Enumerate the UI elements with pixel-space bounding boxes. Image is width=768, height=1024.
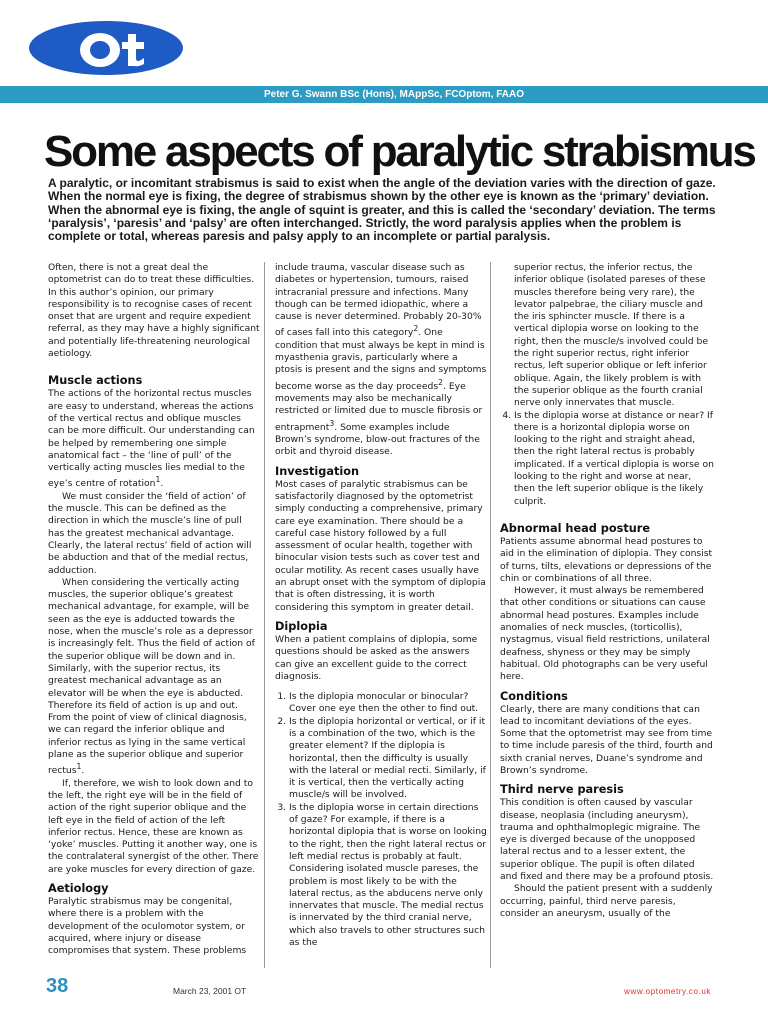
heading-third-nerve-paresis: Third nerve paresis (500, 783, 624, 797)
list-item-continuation: superior rectus, the inferior rectus, the inferior oblique (isolated pareses of these muscles therefore being very rare), the levator palpebrae, the ciliary muscle and the iris sphincter muscle. If there is a vertical diplopia worse on looking to the right, then the muscle/s involved could be the right superior rectus, right inferior rectus, left superior oblique or left inferior oblique. Again, the likely problem is with the superior oblique as the fourth cranial nerve only innervates that muscle. (514, 262, 708, 409)
paragraph: Clearly, there are many conditions that can lead to incomitant deviations of the eyes. Some that the optometrist may see from time to time include paresis of the third, fourth and sixth cranial nerves, Duane’s syndrome and Brown’s syndrome. (500, 703, 713, 776)
paragraph: Patients assume abnormal head postures to aid in the elimination of diplopia. They consist of turns, tilts, elevations or depressions of the chin or combinations of all three. (500, 535, 713, 584)
column-divider (264, 262, 265, 968)
reference-marker: 1 (155, 475, 161, 485)
heading-investigation: Investigation (275, 464, 360, 478)
ot-logo (28, 20, 184, 76)
heading-conditions: Conditions (500, 689, 568, 703)
issue-date: March 23, 2001 OT (173, 986, 247, 996)
reference-marker: 2 (413, 324, 419, 334)
paragraph: We must consider the ‘field of action’ of the muscle. This can be defined as the direction in which the muscle’s line of pull has the greatest mechanical advantage. Clearly, the lateral rectus’ field of action will be abduction and that of the medial rectus, adduction. (48, 490, 252, 576)
reference-marker: 3 (329, 418, 335, 428)
paragraph: Should the patient present with a suddenly occurring, painful, third nerve paresis, consider an aneurysm, usually of the (500, 883, 713, 919)
paragraph: If, therefore, we wish to look down and to the left, the right eye will be in the field of action of the right superior oblique and the left eye in the field of action of the left inferior rectus. Hence, these are known as ‘yoke’ muscles. Putting it another way, one is the contralateral synergist of the other. There are yoke muscles for every direction of gaze. (48, 777, 259, 875)
paragraph: However, it must always be remembered that other conditions or situations can cause abnormal head postures. Examples include anomalies of neck muscles, (torticollis), nystagmus, visual field restrictions, unilateral deafness, shyness or they may be simply habitual. Old photographs can be very useful here. (500, 585, 710, 683)
heading-diplopia: Diplopia (275, 619, 328, 633)
page-number: 38 (46, 975, 69, 997)
article-title: Some aspects of paralytic strabismus (44, 127, 755, 176)
paragraph: When considering the vertically acting muscles, the superior oblique’s greatest mechanical advantage, for example, will be seen as the eye is adducted towards the nose, when the muscle’s role as a depressor is increasingly felt. Thus the field of action of the superior oblique will be down and in. Similarly, with the superior rectus, its greatest mechanical advantage as an elevator will be when the eye is abducted. Therefore its field of action is up and out. From the point of view of clinical diagnosis, we can regard the inferior oblique and inferior rectus as lying in the same vertical plane as the superior oblique and superior rectus$^1$. (48, 576, 255, 777)
paragraph: Most cases of paralytic strabismus can be satisfactorily diagnosed by the optometrist simply conducting a comprehensive, primary care eye examination. There should be a careful case history followed by a full assessment of ocular health, together with binocular vision tests such as cover test and ocular motility. As recent cases usually have an abrupt onset with the symptom of diplopia that is often distressing, it is worth considering this symptom in greater detail. (275, 478, 486, 613)
column-3 (500, 262, 714, 972)
paragraph: include trauma, vascular disease such as diabetes or hypertension, tumours, raised intracranial pressure and infections. Many though can be termed idiopathic, where a cause is never determined. Probably 20-30% of cases fall into this category$^2$. One condition that must always be kept in mind is myasthenia gravis, particularly where a ptosis is present and the signs and symptoms become worse as the day proceeds$^2$. Eye movements may also be mechanically restricted or limited due to muscle fibrosis or entrapment$^3$. Some examples include Brown’s syndrome, blow-out fractures of the orbit and thyroid disease. (275, 262, 487, 458)
column-divider (490, 262, 491, 968)
article-standfirst: A paralytic, or incomitant strabismus is said to exist when the angle of the deviation varies with the direction of gaze. When the normal eye is fixing, the degree of strabismus shown by the other eye is known as the ‘primary’ deviation. When the abnormal eye is fixing, the angle of squint is greater, and this is called the ‘secondary’ deviation. The terms ‘paralysis’, ‘paresis’ and ‘palsy’ are often interchanged. Strictly, the word paralysis applies when the problem is complete or total, whereas paresis and palsy apply to an incomplete or partial paralysis. (48, 176, 716, 244)
reference-marker: 2 (438, 377, 443, 387)
list-item: 3. Is the diplopia worse in certain directions of gaze? For example, if there is a horizontal diplopia that is worse on looking to the right, then the right lateral rectus or left medial rectus is probably at fault. Considering isolated muscle pareses, the problem is most likely to be with the lateral rectus, as the abducens nerve only innervates that muscle. The medial rectus is innervated by the third cranial nerve, which also travels to other structures such as the (289, 802, 487, 950)
diplopia-questions-list (275, 691, 487, 949)
reference-marker: 1 (76, 762, 82, 772)
column-2 (275, 262, 487, 972)
author-bar (0, 86, 768, 103)
intro-paragraph: Often, there is not a great deal the optometrist can do to treat these difficulties. In this author’s opinion, our primary responsibility is to recognise cases of recent onset that are urgent and require expedient referral, as they may have a highly significant and potentially life-threatening neurological aetiology. (48, 262, 260, 360)
website-link[interactable]: www.optometry.co.uk (624, 987, 711, 996)
heading-muscle-actions: Muscle actions (48, 374, 143, 388)
heading-aetiology: Aetiology (48, 882, 109, 896)
author-byline: Peter G. Swann BSc (Hons), MAppSc, FCOptom, FAAO (263, 89, 524, 100)
heading-abnormal-head-posture: Abnormal head posture (500, 521, 650, 535)
list-item: 4. Is the diplopia worse at distance or near? If there is a horizontal diplopia worse on looking to the right and straight ahead, then the right lateral rectus is probably implicated. If a vertical diplopia is worse on looking to the right and worse at near, then the left superior oblique is the likely culprit. (514, 410, 714, 508)
paragraph: This condition is often caused by vascular disease, neoplasia (including aneurysm), trauma and ophthalmoplegic migraine. The eye is diverged because of the unopposed lateral rectus and to a lesser extent, the superior oblique. The pupil is often dilated and fixed and there may be a profound ptosis. (500, 797, 714, 883)
list-item: 1. Is the diplopia monocular or binocular? Cover one eye then the other to find out. (289, 691, 487, 716)
column-1 (48, 262, 260, 972)
paragraph: The actions of the horizontal rectus muscles are easy to understand, whereas the actions of the vertical rectus and oblique muscles can be more difficult. Our understanding can be helped by remembering one simple anatomical fact – the ‘line of pull’ of the vertically acting muscles lies medial to the eye’s centre of rotation$^1$. (48, 388, 255, 490)
paragraph: Paralytic strabismus may be congenital, where there is a problem with the development of the oculomotor system, or acquired, where injury or disease compromises that system. These problems (48, 896, 247, 957)
list-item: 2. Is the diplopia horizontal or vertical, or if it is a combination of the two, which is the greater element? If the diplopia is horizontal, then the difficulty is usually with the lateral or medial recti. Similarly, if it is vertical, then the vertically acting muscle/s will be involved. (289, 716, 487, 802)
paragraph: When a patient complains of diplopia, some questions should be asked as the answers can give an excellent guide to the correct diagnosis. (275, 633, 478, 682)
diplopia-questions-list-continued (500, 410, 714, 508)
